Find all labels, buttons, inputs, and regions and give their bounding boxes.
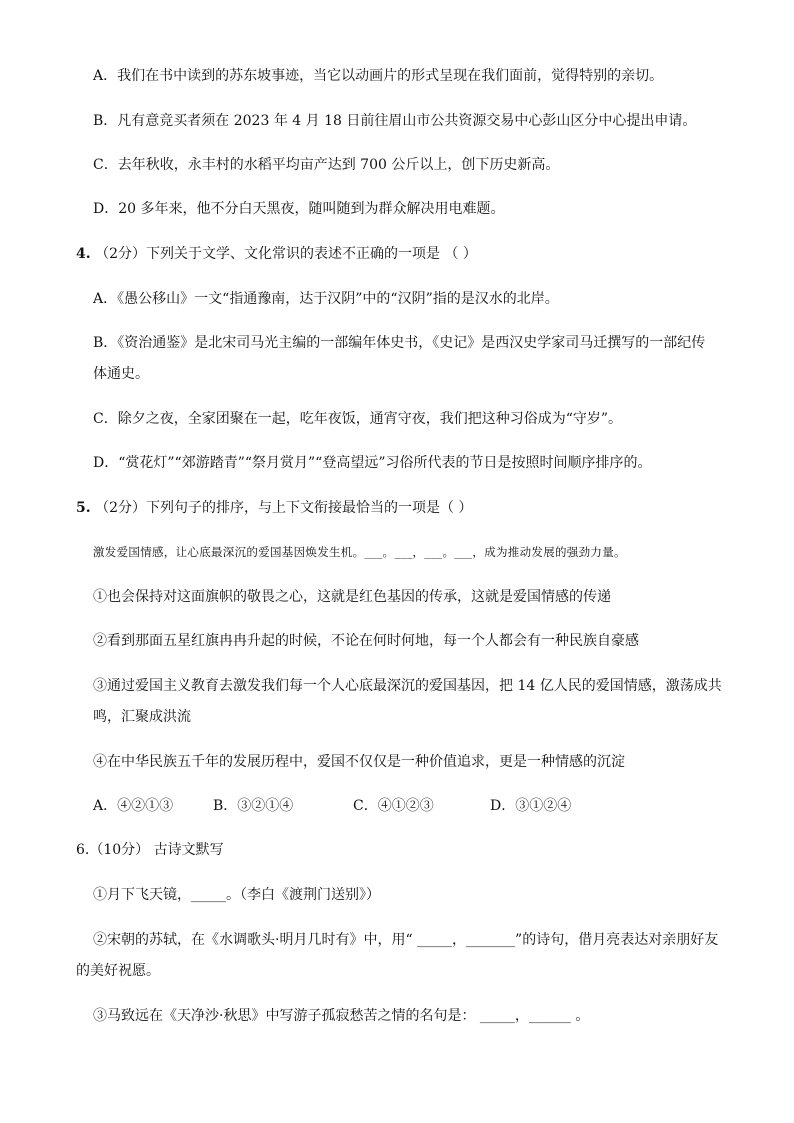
q5-sentence-3-line2: 鸣，汇聚成洪流 [93, 709, 191, 725]
q6-item-3: ③马致远在《天净沙·秋思》中写游子孤寂愁苦之情的名句是： _____，______ 。 [93, 1008, 590, 1024]
q3-option-c: C．去年秋收，永丰村的水稻平均亩产达到 700 公斤以上，创下历史新高。 [93, 157, 560, 173]
q6-item-1: ①月下飞天镜，_____。（李白《渡荆门送别》） [93, 887, 380, 903]
q3-option-b: B．凡有意竞买者须在 2023 年 4 月 18 日前往眉山市公共资源交易中心彭山区分中心提出申请。 [93, 113, 697, 129]
q5-number: 5. [76, 500, 91, 516]
q5-header [76, 498, 472, 518]
q6-item-2-line2: 的美好祝愿。 [76, 963, 160, 979]
q4-stem: （2分）下列关于文学、文化常识的表述不正确的一项是 （ ） [95, 246, 477, 262]
q5-choice-a: A．④②①③ [93, 798, 174, 814]
q5-sentence-1: ①也会保持对这面旗帜的敬畏之心，这就是红色基因的传承，这就是爱国情感的传递 [93, 589, 611, 605]
q5-choice-c: C．④①②③ [353, 798, 434, 814]
q4-option-c: C．除夕之夜，全家团聚在一起，吃年夜饭，通宵守夜，我们把这种习俗成为“守岁”。 [93, 411, 623, 427]
q4-option-b-line1: B．《资治通鉴》是北宋司马光主编的一部编年体史书，《史记》是西汉史学家司马迁撰写的一部纪传 [93, 335, 706, 351]
q5-sentence-2: ②看到那面五星红旗冉冉升起的时候，不论在何时何地，每一个人都会有一种民族自豪感 [93, 633, 639, 649]
q4-option-d: D．“赏花灯”“郊游踏青”“祭月赏月”“登高望远”习俗所代表的节日是按照时间顺序排序的。 [93, 455, 652, 471]
q5-passage: 激发爱国情感，让心底最深沉的爱国基因焕发生机。___。___，___。___，成为推动发展的强劲力量。 [93, 545, 626, 559]
q5-sentence-3-line1: ③通过爱国主义教育去激发我们每一个人心底最深沉的爱国基因，把 14 亿人民的爱国情感，激荡成共 [93, 678, 722, 694]
q5-choice-b: B．③②①④ [213, 798, 294, 814]
q4-option-a: A．《愚公移山》一文“指通豫南，达于汉阴”中的“汉阴”指的是汉水的北岸。 [93, 291, 559, 307]
q4-option-b-line2: 体通史。 [93, 366, 149, 382]
q6-item-2-line1: ②宋朝的苏轼，在《水调歌头·明月几时有》中，用“ _____，_______”的诗句，借月亮表达对亲朋好友 [93, 932, 719, 948]
q3-option-d: D．20 多年来，他不分白天黑夜，随叫随到为群众解决用电难题。 [93, 201, 505, 217]
q6-heading: 6.（10分） 古诗文默写 [76, 842, 224, 858]
q4-header [76, 244, 477, 264]
q3-option-a: A．我们在书中读到的苏东坡事迹，当它以动画片的形式呈现在我们面前，觉得特别的亲切。 [93, 68, 664, 84]
q5-sentence-4: ④在中华民族五千年的发展历程中，爱国不仅仅是一种价值追求，更是一种情感的沉淀 [93, 754, 625, 770]
q5-stem: （2分）下列句子的排序，与上下文衔接最恰当的一项是（ ） [95, 500, 473, 516]
q5-choice-d: D．③①②④ [490, 798, 572, 814]
q4-number: 4. [76, 246, 91, 262]
